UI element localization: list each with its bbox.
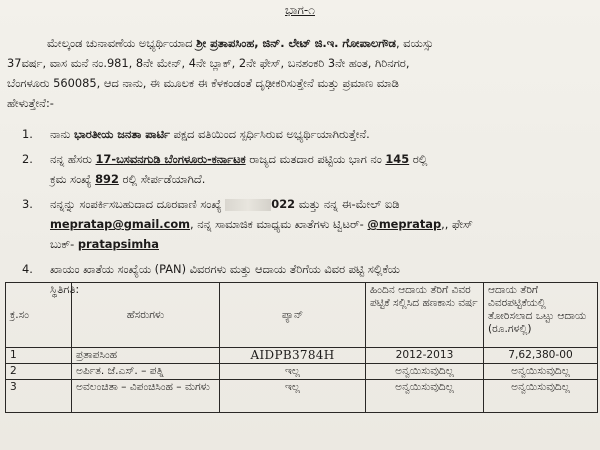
table-row <box>6 380 598 413</box>
item-number: 2. <box>22 152 33 166</box>
item-text: ನನ್ನನ್ನು ಸಂಪರ್ಕಿಸಬಹುದಾದ ದೂರವಾಣಿ ಸಂಖ್ಯೆ <box>50 197 222 211</box>
item-text: ,, ಫೇಸ್ <box>441 217 473 231</box>
twitter-handle: @mepratap <box>367 217 442 231</box>
list-item <box>22 194 592 254</box>
candidate-name: ಶ್ರೀ ಪ್ರತಾಪಸಿಂಹ, ಜಿನ್. ಲೇಟ್ ಜಿ.ಇ. ಗೋಪಾಲಗೌಡ <box>196 36 396 50</box>
list-item <box>22 124 592 144</box>
header-names: ಹೆಸರುಗಳು <box>72 283 220 348</box>
intro-text-1: ಮೇಲ್ಕಂಡ ಚುನಾವಣೆಯ ಅಭ್ಯರ್ಥಿಯಾದ <box>47 36 197 50</box>
intro-paragraph <box>7 33 593 113</box>
intro-text-1b: , ವಯಸ್ಸು <box>395 36 434 50</box>
header-serial: ಕ್ರ.ಸಂ <box>6 283 72 348</box>
party-name: ಭಾರತೀಯ ಜನತಾ ಪಾರ್ಟಿ <box>73 127 170 141</box>
section-heading: ಭಾಗ-೧ <box>285 3 315 17</box>
cell-income: 7,62,380-00 <box>484 348 598 364</box>
item-text: ರಾಜ್ಯದ ಮತದಾರ ಪಟ್ಟಿಯ ಭಾಗ ನಂ <box>245 152 386 166</box>
pan-income-table <box>5 282 598 413</box>
cell-income: ಅನ್ವಯಿಸುವುದಿಲ್ಲ <box>484 364 598 380</box>
cell-pan: AIDPB3784H <box>220 348 366 364</box>
declaration-list <box>22 124 592 304</box>
item-text: ಸ್ಥಿತಿಗತಿ: <box>50 282 80 296</box>
cell-serial: 3 <box>6 380 72 413</box>
cell-serial: 1 <box>6 348 72 364</box>
constituency: 17-ಬಸವನಗುಡಿ ಬೆಂಗಳೂರು-ಕರ್ನಾಟಕ <box>95 152 246 166</box>
cell-serial: 2 <box>6 364 72 380</box>
cell-tax-year: 2012-2013 <box>366 348 484 364</box>
item-number: 1. <box>22 127 33 141</box>
item-text: ರಲ್ಲಿ ಸೇರ್ಪಡೆಯಾಗಿದೆ. <box>118 172 206 186</box>
header-pan: ಪ್ಯಾನ್ <box>220 283 366 348</box>
facebook-handle: pratapsimha <box>77 237 159 251</box>
serial-number: 892 <box>95 172 119 186</box>
table-header-row <box>6 283 598 348</box>
cell-pan: ಇಲ್ಲ <box>220 380 366 413</box>
cell-name: ಪ್ರತಾಪಸಿಂಹ <box>72 348 220 364</box>
header-total-income: ಆದಾಯ ತೆರಿಗೆ ವಿವರಪಟ್ಟಿಕೆಯಲ್ಲಿ ತೋರಿಸಲಾದ ಒಟ್ಟು ಆದಾಯ (ರೂ.ಗಳಲ್ಲಿ) <box>484 283 598 348</box>
cell-pan: ಇಲ್ಲ <box>220 364 366 380</box>
intro-address: 37ವರ್ಷ, ವಾಸ ಮನೆ ನಂ.981, 8ನೇ ಮೇನ್, 4ನೇ ಬ್ಲಾಕ್, 2ನೇ ಫೇಸ್, ಬನಶಂಕರಿ 3ನೇ ಹಂತ, ಗಿರಿನಗರ, <box>7 56 410 70</box>
item-text: ಖಾಯಂ ಖಾತೆಯ ಸಂಖ್ಯೆಯ (PAN) ವಿವರಗಳು ಮತ್ತು ಆದಾಯ ತೆರಿಗೆಯ ವಿವರ ಪಟ್ಟಿ ಸಲ್ಲಿಕೆಯ <box>50 262 400 276</box>
header-tax-year: ಹಿಂದಿನ ಆದಾಯ ತೆರಿಗೆ ವಿವರ ಪಟ್ಟಿಕೆ ಸಲ್ಲಿಸಿದ ಹಣಕಾಸು ವರ್ಷ <box>366 283 484 348</box>
intro-text-3: ಬೆಂಗಳೂರು 560085, ಆದ ನಾನು, ಈ ಮೂಲಕ ಈ ಕೆಳಕಂಡಂತೆ ದೃಢೀಕರಿಸುತ್ತೇನೆ ಮತ್ತು ಪ್ರಮಾಣ ಮಾಡಿ <box>7 76 399 90</box>
phone-tail: 022 <box>271 197 296 211</box>
item-text: ಪಕ್ಷದ ವತಿಯಿಂದ ಸ್ಪರ್ಧಿಸಿರುವ ಅಭ್ಯರ್ಥಿಯಾಗಿರುತ್ತೇನೆ. <box>169 127 370 141</box>
item-text: ನಾನು <box>50 127 74 141</box>
item-number: 3. <box>22 197 33 211</box>
email-address: mepratap@gmail.com <box>50 217 191 231</box>
item-text: ಬುಕ್- <box>50 237 78 251</box>
redacted-phone <box>225 199 271 211</box>
table-row <box>6 364 598 380</box>
part-number: 145 <box>385 152 410 166</box>
item-text: , ನನ್ನ ಸಾಮಾಜಿಕ ಮಾಧ್ಯಮ ಖಾತೆಗಳು ಟ್ವಿಟರ್- <box>190 217 368 231</box>
item-text: ನನ್ನ ಹೆಸರು <box>50 152 96 166</box>
cell-tax-year: ಅನ್ವಯಿಸುವುದಿಲ್ಲ <box>366 380 484 413</box>
cell-name: ಅವಲಂಚಿತಾ – ವಿಪಂಚಿಸಿಂಹ – ಮಗಳು <box>72 380 220 413</box>
table-row <box>6 348 598 364</box>
item-text: ಮತ್ತು ನನ್ನ ಈ-ಮೇಲ್ ಐಡಿ <box>295 197 400 211</box>
item-text: ರಲ್ಲಿ <box>409 152 428 166</box>
item-text: ಕ್ರಮ ಸಂಖ್ಯೆ <box>50 172 96 186</box>
cell-name: ಅರ್ಪಿತ. ಜೆ.ಎಸ್. – ಪತ್ನಿ <box>72 364 220 380</box>
intro-text-4: ಹೇಳುತ್ತೇನೆ:- <box>7 96 54 110</box>
item-number: 4. <box>22 262 33 276</box>
cell-tax-year: ಅನ್ವಯಿಸುವುದಿಲ್ಲ <box>366 364 484 380</box>
list-item <box>22 149 592 189</box>
cell-income: ಅನ್ವಯಿಸುವುದಿಲ್ಲ <box>484 380 598 413</box>
